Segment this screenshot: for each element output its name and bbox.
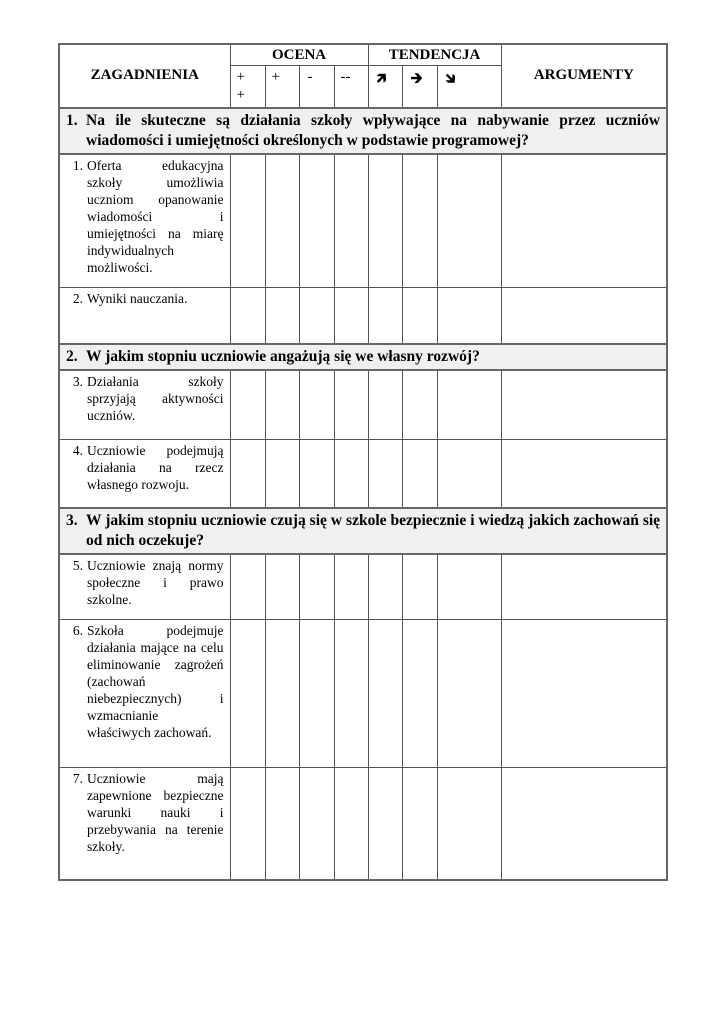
section-heading [59,108,667,154]
rating-cell[interactable] [334,154,368,288]
rating-cell[interactable] [265,554,299,620]
table-row [59,288,667,344]
arguments-cell[interactable] [501,768,667,880]
rating-cell[interactable] [265,288,299,344]
trend-cell[interactable] [437,554,501,620]
item-text: Wyniki nauczania. [87,291,188,306]
section-title: Na ile skuteczne są działania szkoły wpływające na nabywanie przez uczniów wiadomości i umiejętności określonych w podstawie programowej? [86,111,661,149]
trend-cell[interactable] [402,620,437,768]
header-rating: OCENA [230,44,368,66]
arguments-cell[interactable] [501,154,667,288]
item-cell [59,154,230,288]
rating-cell[interactable] [334,768,368,880]
item-cell [59,370,230,440]
rating-cell[interactable] [230,768,265,880]
header-topics: ZAGADNIENIA [59,44,230,108]
trend-cell[interactable] [368,768,402,880]
item-number: 6. [72,623,83,638]
rating-col-very-good: + + [230,66,265,108]
table-row [59,554,667,620]
rating-col-good: + [265,66,299,108]
item-number: 7. [72,771,83,786]
rating-cell[interactable] [265,440,299,508]
section-row [59,508,667,554]
trend-cell[interactable] [368,440,402,508]
rating-cell[interactable] [265,154,299,288]
item-cell [59,768,230,880]
section-number: 2. [66,347,78,365]
item-number: 1. [72,157,83,173]
section-number: 1. [66,111,78,129]
trend-cell[interactable] [368,620,402,768]
item-cell [59,288,230,344]
item-cell [59,440,230,508]
rating-col-very-bad: -- [334,66,368,108]
header-arguments: ARGUMENTY [501,44,667,108]
section-heading [59,508,667,554]
item-number: 2. [72,291,83,306]
rating-col-bad: - [299,66,334,108]
rating-cell[interactable] [230,154,265,288]
arguments-cell[interactable] [501,288,667,344]
trend-cell[interactable] [437,370,501,440]
rating-cell[interactable] [299,440,334,508]
trend-cell[interactable] [402,154,437,288]
item-text: Działania szkoły sprzyjają aktywności uczniów. [87,373,224,423]
trend-cell[interactable] [402,554,437,620]
arguments-cell[interactable] [501,370,667,440]
item-text: Szkoła podejmuje działania mające na celu eliminowanie zagrożeń (zachowań niebezpiecznych) i wzmacnianie właściwych zachowań. [87,623,224,740]
table-row [59,370,667,440]
item-number: 5. [72,557,83,573]
item-text: Uczniowie znają normy społeczne i prawo szkolne. [87,557,224,607]
trend-cell[interactable] [368,370,402,440]
rating-cell[interactable] [265,620,299,768]
trend-cell[interactable] [368,288,402,344]
item-text: Uczniowie podejmują działania na rzecz własnego rozwoju. [87,443,224,492]
table-row [59,620,667,768]
item-cell [59,554,230,620]
item-number: 3. [72,373,83,389]
section-row [59,108,667,154]
rating-cell[interactable] [265,768,299,880]
trend-cell[interactable] [368,554,402,620]
item-text: Oferta edukacyjna szkoły umożliwia uczniom opanowanie wiadomości i umiejętności na miarę indywidualnych możliwości. [87,157,224,275]
rating-cell[interactable] [230,440,265,508]
rating-cell[interactable] [299,554,334,620]
trend-cell[interactable] [437,288,501,344]
header-trend: TENDENCJA [368,44,501,66]
rating-cell[interactable] [299,288,334,344]
item-cell [59,620,230,768]
arguments-cell[interactable] [501,554,667,620]
rating-cell[interactable] [299,620,334,768]
section-number: 3. [66,511,78,529]
trend-cell[interactable] [368,154,402,288]
rating-cell[interactable] [299,370,334,440]
rating-cell[interactable] [230,620,265,768]
rating-cell[interactable] [334,554,368,620]
rating-cell[interactable] [334,440,368,508]
rating-cell[interactable] [230,554,265,620]
trend-cell[interactable] [402,768,437,880]
trend-cell[interactable] [402,288,437,344]
header-row-1 [59,44,667,66]
rating-cell[interactable] [230,370,265,440]
rating-cell[interactable] [334,370,368,440]
trend-cell[interactable] [402,440,437,508]
section-heading [59,344,667,370]
item-text: Uczniowie mają zapewnione bezpieczne warunki nauki i przebywania na terenie szkoły. [87,771,224,854]
trend-cell[interactable] [437,154,501,288]
table-row [59,440,667,508]
section-row [59,344,667,370]
trend-up-icon: 🡵 [368,66,402,108]
table-row [59,768,667,880]
item-number: 4. [72,443,83,458]
section-title: W jakim stopniu uczniowie czują się w szkole bezpiecznie i wiedzą jakich zachowań się od nich oczekuje? [86,511,661,549]
trend-cell[interactable] [437,768,501,880]
arguments-cell[interactable] [501,620,667,768]
table-row [59,154,667,288]
trend-down-icon: 🡶 [437,66,501,108]
trend-cell[interactable] [402,370,437,440]
rating-cell[interactable] [265,370,299,440]
rating-cell[interactable] [230,288,265,344]
trend-cell[interactable] [437,440,501,508]
rating-cell[interactable] [334,620,368,768]
arguments-cell[interactable] [501,440,667,508]
rating-cell[interactable] [299,154,334,288]
rating-cell[interactable] [334,288,368,344]
evaluation-table [58,43,668,881]
trend-cell[interactable] [437,620,501,768]
section-title: W jakim stopniu uczniowie angażują się we własny rozwój? [86,347,480,365]
rating-cell[interactable] [299,768,334,880]
trend-flat-icon: 🡲 [402,66,437,108]
